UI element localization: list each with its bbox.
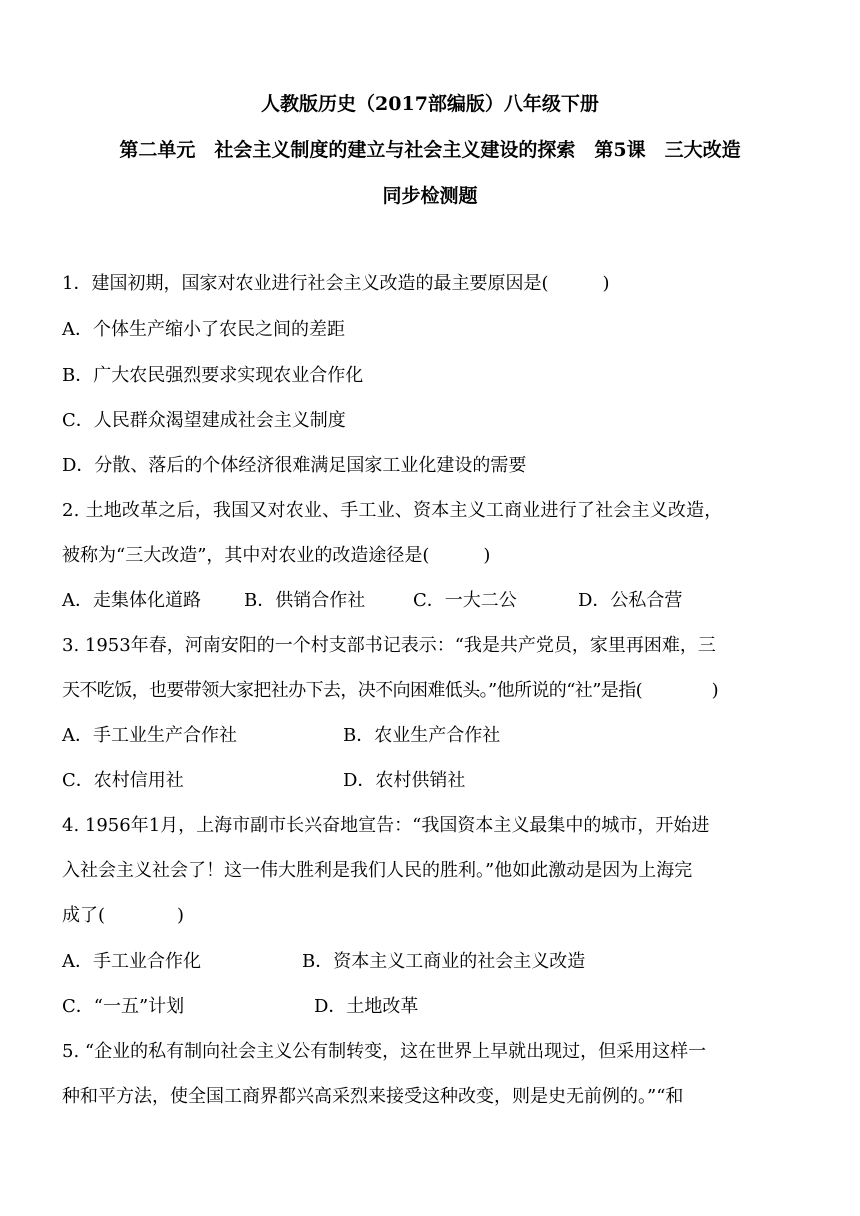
question-4-option-c: C．“一五”计划 xyxy=(62,996,185,1017)
question-4-stem-line-3: 成了( ) xyxy=(62,905,185,926)
question-1-option-c: C．人民群众渴望建成社会主义制度 xyxy=(62,410,346,431)
question-2-option-d: D．公私合营 xyxy=(578,590,683,611)
question-5-stem-line-2: 种和平方法，使全国工商界都兴高采烈来接受这种改变，则是史无前例的。”“和 xyxy=(62,1086,684,1107)
question-4-option-b: B．资本主义工商业的社会主义改造 xyxy=(302,951,586,972)
question-1-option-b: B．广大农民强烈要求实现农业合作化 xyxy=(62,365,364,386)
question-4-stem-line-1: 4. 1956年1月，上海市副市长兴奋地宣告：“我国资本主义最集中的城市，开始进 xyxy=(62,815,710,836)
question-2-stem-line-2: 被称为“三大改造”，其中对农业的改造途径是( ) xyxy=(62,545,491,566)
unit-lesson-heading: 第二单元 社会主义制度的建立与社会主义建设的探索 第5课 三大改造 xyxy=(119,139,741,161)
question-2-option-c: C．一大二公 xyxy=(413,590,517,611)
question-3-stem-line-1: 3. 1953年春，河南安阳的一个村支部书记表示：“我是共产党员，家里再困难，三 xyxy=(62,635,716,656)
question-2-stem-line-1: 2. 土地改革之后，我国又对农业、手工业、资本主义工商业进行了社会主义改造， xyxy=(62,500,723,521)
question-4-option-a: A．手工业合作化 xyxy=(62,951,201,972)
question-3-option-c: C．农村信用社 xyxy=(62,770,184,791)
test-subtitle: 同步检测题 xyxy=(382,185,478,207)
question-2-option-a: A．走集体化道路 xyxy=(62,590,201,611)
question-4-option-d: D．土地改革 xyxy=(314,996,419,1017)
question-1-option-a: A．个体生产缩小了农民之间的差距 xyxy=(62,319,345,340)
question-1-stem: 1．建国初期，国家对农业进行社会主义改造的最主要原因是( ) xyxy=(62,273,610,294)
document-title: 人教版历史（2017部编版）八年级下册 xyxy=(261,93,599,115)
question-1-option-d: D．分散、落后的个体经济很难满足国家工业化建设的需要 xyxy=(62,455,527,476)
question-3-option-a: A．手工业生产合作社 xyxy=(62,725,237,746)
question-3-stem-line-2: 天不吃饭，也要带领大家把社办下去，决不向困难低头。”他所说的“社”是指( ) xyxy=(62,680,719,701)
question-2-option-b: B．供销合作社 xyxy=(244,590,366,611)
question-3-option-d: D．农村供销社 xyxy=(343,770,466,791)
question-4-stem-line-2: 入社会主义社会了！这一伟大胜利是我们人民的胜利。”他如此激动是因为上海完 xyxy=(62,860,693,881)
question-5-stem-line-1: 5. “企业的私有制向社会主义公有制转变，这在世界上早就出现过，但采用这样一 xyxy=(62,1041,707,1062)
question-3-option-b: B．农业生产合作社 xyxy=(343,725,501,746)
